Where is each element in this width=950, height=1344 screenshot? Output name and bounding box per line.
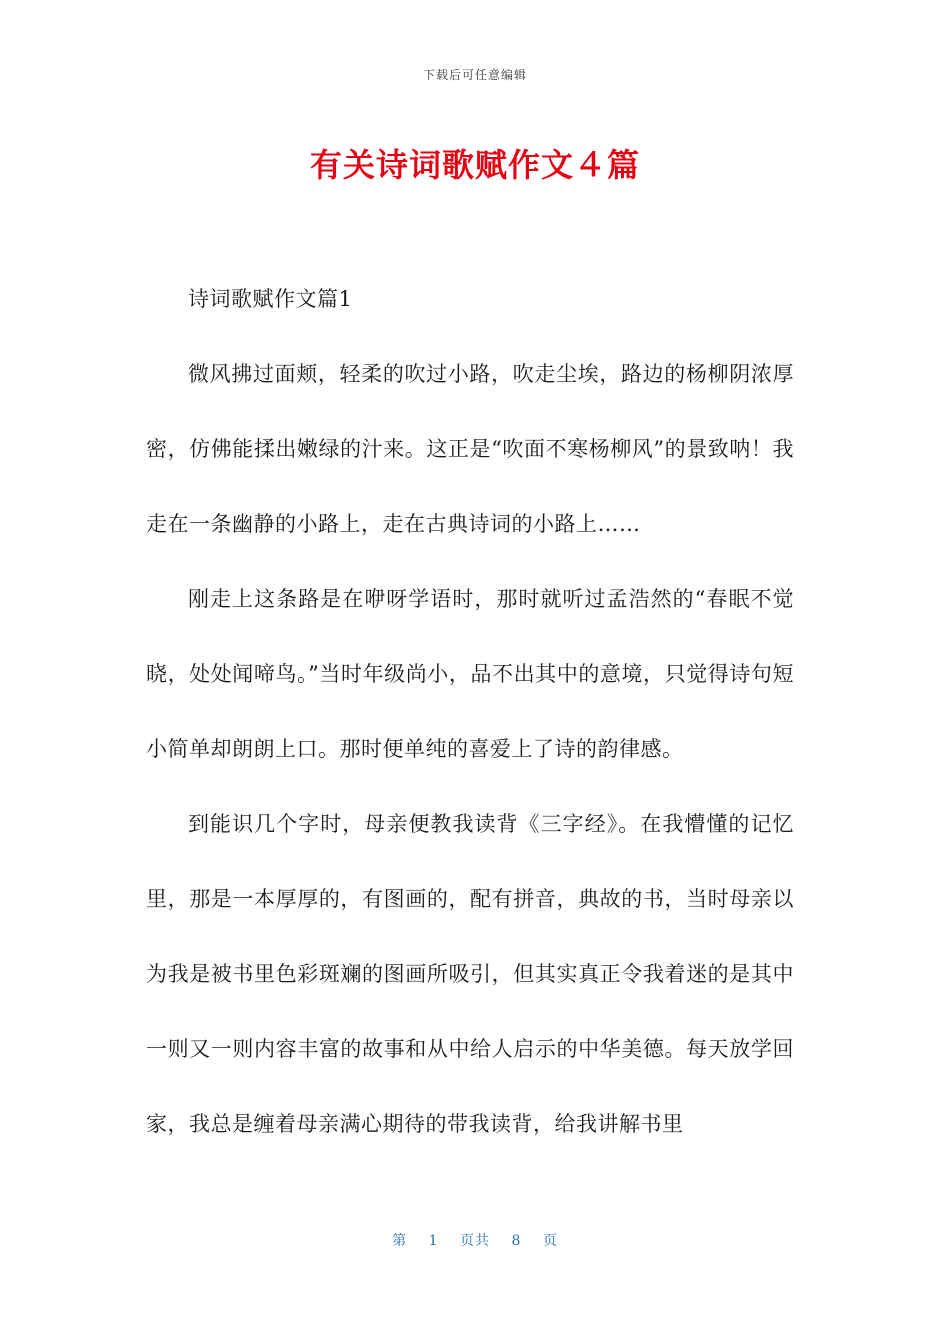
page-middle: 页共 xyxy=(460,1233,490,1249)
section-heading: 诗词歌赋作文篇1 xyxy=(188,287,353,311)
document-body xyxy=(146,262,794,1162)
paragraph: 微风拂过面颊，轻柔的吹过小路，吹走尘埃，路边的杨柳阴浓厚密，仿佛能揉出嫩绿的汁来。这正是“吹面不寒杨柳风”的景致呐！我走在一条幽静的小路上，走在古典诗词的小路上…… xyxy=(146,362,794,536)
header-note: 下载后可任意编辑 xyxy=(422,68,527,82)
document-title: 有关诗词歌赋作文４篇 xyxy=(309,146,640,184)
paragraph: 刚走上这条路是在咿呀学语时，那时就听过孟浩然的“春眠不觉晓，处处闻啼鸟。”当时年级尚小，品不出其中的意境，只觉得诗句短小简单却朗朗上口。那时便单纯的喜爱上了诗的韵律感。 xyxy=(146,587,794,761)
current-page-number: 1 xyxy=(428,1233,439,1249)
page-suffix: 页 xyxy=(542,1233,558,1249)
page-prefix: 第 xyxy=(392,1233,408,1249)
paragraph: 到能识几个字时，母亲便教我读背《三字经》。在我懵懂的记忆里，那是一本厚厚的，有图画的，配有拼音，典故的书，当时母亲以为我是被书里色彩斑斓的图画所吸引，但其实真正令我着迷的是其中一则又一则内容丰富的故事和从中给人启示的中华美德。每天放学回家，我总是缠着母亲满心期待的带我读背，给我讲解书里 xyxy=(146,812,794,1136)
total-pages-number: 8 xyxy=(511,1233,522,1249)
page-number-footer xyxy=(0,1230,950,1250)
